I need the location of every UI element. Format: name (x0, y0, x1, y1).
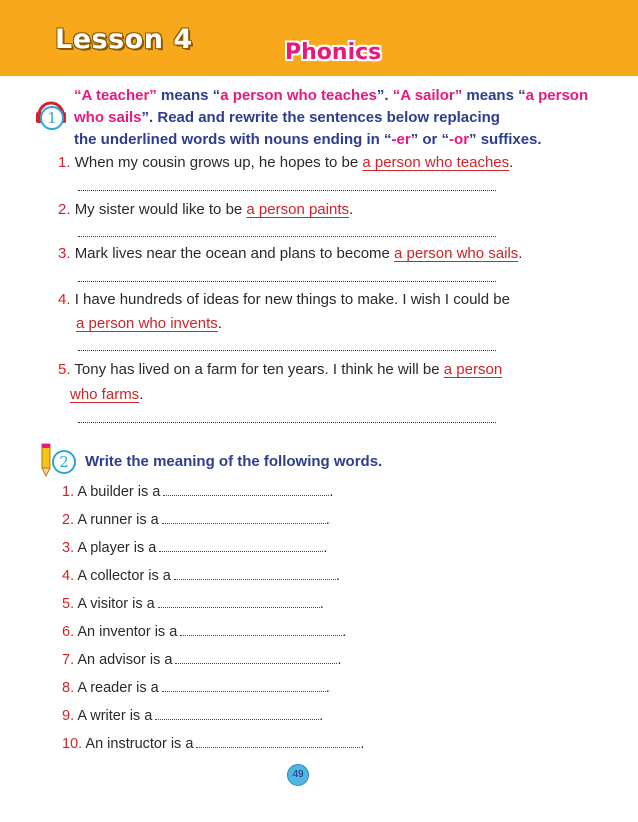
answer-line-3[interactable] (78, 281, 496, 282)
exercise-2-item-4: 4. A collector is a . (62, 568, 340, 584)
answer-blank-1[interactable] (163, 495, 329, 496)
exercise-1-item-2: 2. My sister would like to be a person paints. (58, 201, 354, 218)
answer-blank-6[interactable] (180, 635, 342, 636)
exercise-2-item-5: 5. A visitor is a . (62, 596, 324, 612)
exercise-1-badge: 1 (40, 106, 64, 130)
page-number: 49 (287, 764, 309, 786)
answer-line-5[interactable] (78, 422, 496, 423)
exercise-2-item-3: 3. A player is a . (62, 540, 328, 556)
exercise-1-item-5-cont: who farms. (70, 386, 144, 403)
exercise-2-item-8: 8. A reader is a . (62, 680, 330, 696)
answer-blank-3[interactable] (159, 551, 323, 552)
exercise-2-badge: 2 (52, 450, 76, 474)
answer-blank-5[interactable] (158, 607, 320, 608)
exercise-1-item-4-cont: a person who invents. (76, 315, 222, 332)
exercise-1-item-3: 3. Mark lives near the ocean and plans to become a person who sails. (58, 245, 523, 262)
answer-blank-10[interactable] (196, 747, 360, 748)
exercise-2-item-7: 7. An advisor is a . (62, 652, 342, 668)
exercise-2-item-6: 6. An inventor is a . (62, 624, 347, 640)
answer-line-4[interactable] (78, 350, 496, 351)
exercise-1-instruction: “A teacher” means “a person who teaches”. “A sailor” means “a person who sails”. Read and rewrite the sentences below replacing the underlined words with nouns ending in “-er” or “-or” suffixes. (74, 87, 589, 148)
answer-line-2[interactable] (78, 236, 496, 237)
exercise-1-item-5: 5. Tony has lived on a farm for ten years. I think he will be a person (58, 361, 503, 378)
answer-blank-4[interactable] (174, 579, 336, 580)
exercise-2-item-10: 10. An instructor is a . (62, 736, 365, 752)
answer-line-1[interactable] (78, 190, 496, 191)
exercise-2-item-9: 9. A writer is a . (62, 708, 324, 724)
answer-blank-7[interactable] (175, 663, 337, 664)
exercise-1-item-1: 1. When my cousin grows up, he hopes to be a person who teaches. (58, 154, 514, 171)
exercise-2-instruction: Write the meaning of the following words. (85, 453, 383, 470)
lesson-title: Lesson 4 (55, 24, 193, 55)
topic-title: Phonics (285, 40, 382, 65)
answer-blank-8[interactable] (162, 691, 326, 692)
answer-blank-9[interactable] (155, 719, 319, 720)
exercise-2-item-2: 2. A runner is a . (62, 512, 330, 528)
answer-blank-2[interactable] (162, 523, 326, 524)
exercise-1-item-4: 4. I have hundreds of ideas for new things to make. I wish I could be (58, 291, 510, 308)
exercise-2-item-1: 1. A builder is a . (62, 484, 334, 500)
